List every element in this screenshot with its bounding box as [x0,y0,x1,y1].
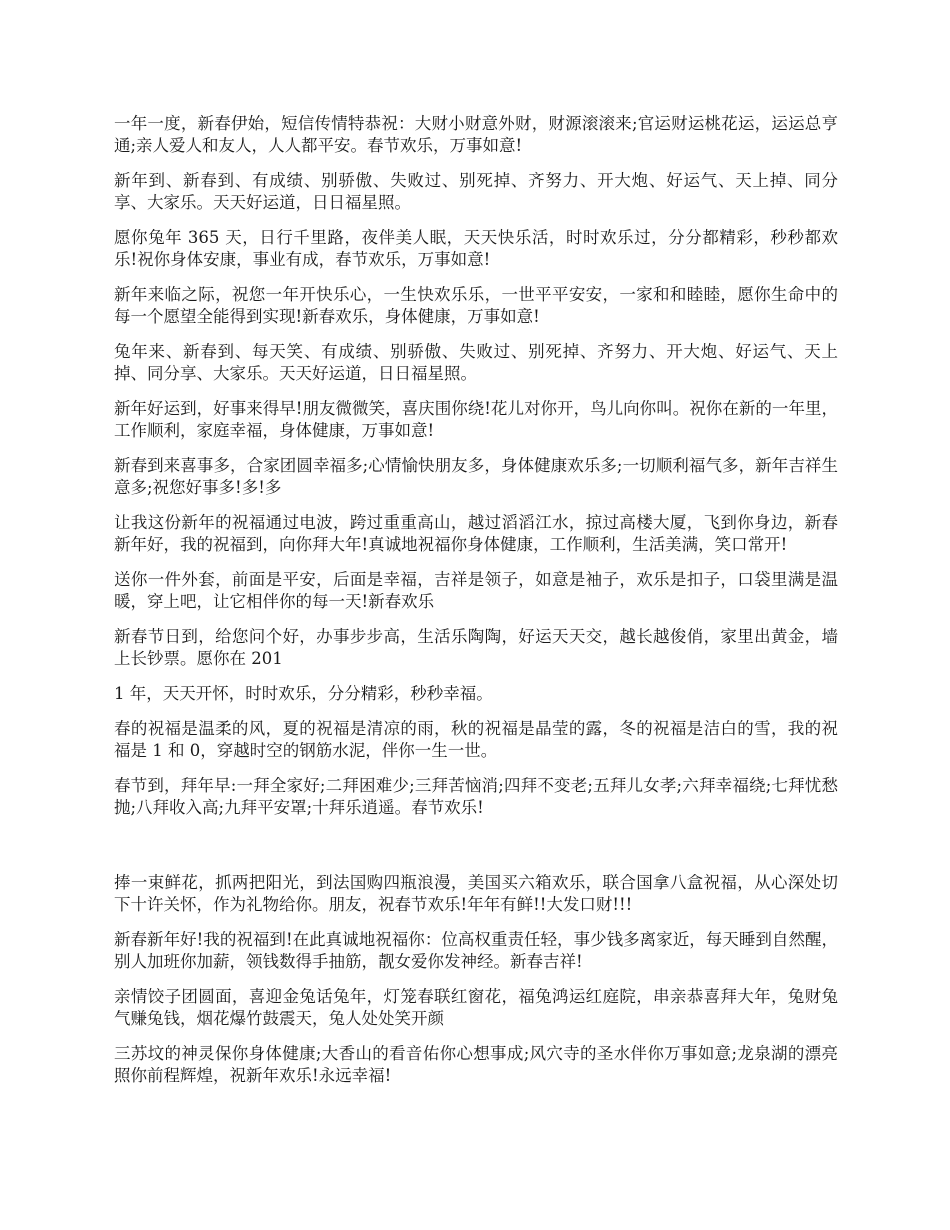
paragraph: 新年到、新春到、有成绩、别骄傲、失败过、别死掉、齐努力、开大炮、好运气、天上掉、同分享、大家乐。天天好运道，日日福星照。 [114,171,838,212]
paragraph: 让我这份新年的祝福通过电波，跨过重重高山，越过滔滔江水，掠过高楼大厦，飞到你身边，新春新年好，我的祝福到，向你拜大年!真诚地祝福你身体健康，工作顺利，生活美满，笑口常开! [114,513,838,554]
paragraph: 新年来临之际，祝您一年开快乐心，一生快欢乐乐，一世平平安安，一家和和睦睦，愿你生命中的每一个愿望全能得到实现!新春欢乐，身体健康，万事如意! [114,285,838,326]
paragraph: 三苏坟的神灵保你身体健康;大香山的看音佑你心想事成;风穴寺的圣水伴你万事如意;龙泉湖的漂亮照你前程辉煌，祝新年欢乐!永远幸福! [114,1044,838,1085]
paragraph: 新年好运到，好事来得早!朋友微微笑，喜庆围你绕!花儿对你开，鸟儿向你叫。祝你在新的一年里，工作顺利，家庭幸福，身体健康，万事如意! [114,399,838,440]
paragraph: 春的祝福是温柔的风，夏的祝福是清凉的雨，秋的祝福是晶莹的露，冬的祝福是洁白的雪，我的祝福是 1 和 0，穿越时空的钢筋水泥，伴你一生一世。 [114,719,838,760]
paragraph: 新春新年好!我的祝福到!在此真诚地祝福你：位高权重责任轻，事少钱多离家近，每天睡到自然醒，别人加班你加薪，领钱数得手抽筋，靓女爱你发神经。新春吉祥! [114,930,838,971]
document-body [114,113,838,1100]
paragraph: 兔年来、新春到、每天笑、有成绩、别骄傲、失败过、别死掉、齐努力、开大炮、好运气、天上掉、同分享、大家乐。天天好运道，日日福星照。 [114,342,838,383]
paragraph: 送你一件外套，前面是平安，后面是幸福，吉祥是领子，如意是袖子，欢乐是扣子，口袋里满是温暖，穿上吧，让它相伴你的每一天!新春欢乐 [114,570,838,611]
paragraph: 新春节日到，给您问个好，办事步步高，生活乐陶陶，好运天天交，越长越俊俏，家里出黄金，墙上长钞票。愿你在 201 [114,627,838,668]
paragraph: 亲情饺子团圆面，喜迎金兔话兔年，灯笼春联红窗花，福兔鸿运红庭院，串亲恭喜拜大年，兔财兔气赚兔钱，烟花爆竹鼓震天，兔人处处笑开颜 [114,987,838,1028]
paragraph: 1 年，天天开怀，时时欢乐，分分精彩，秒秒幸福。 [114,684,493,703]
paragraph: 捧一束鲜花，抓两把阳光，到法国购四瓶浪漫，美国买六箱欢乐，联合国拿八盒祝福，从心深处切下十许关怀，作为礼物给你。朋友，祝春节欢乐!年年有鲜!!大发口财!!! [114,873,838,914]
paragraph: 一年一度，新春伊始，短信传情特恭祝：大财小财意外财，财源滚滚来;官运财运桃花运，运运总亨通;亲人爱人和友人，人人都平安。春节欢乐，万事如意! [114,114,838,155]
paragraph: 愿你兔年 365 天，日行千里路，夜伴美人眠，天天快乐活，时时欢乐过，分分都精彩，秒秒都欢乐!祝你身体安康，事业有成，春节欢乐，万事如意! [114,228,838,269]
paragraph: 春节到，拜年早:一拜全家好;二拜困难少;三拜苦恼消;四拜不变老;五拜儿女孝;六拜幸福绕;七拜忧愁抛;八拜收入高;九拜平安罩;十拜乐逍遥。春节欢乐! [114,776,838,817]
section-spacer [114,832,838,872]
paragraph: 新春到来喜事多，合家团圆幸福多;心情愉快朋友多，身体健康欢乐多;一切顺利福气多，新年吉祥生意多;祝您好事多!多!多 [114,456,838,497]
